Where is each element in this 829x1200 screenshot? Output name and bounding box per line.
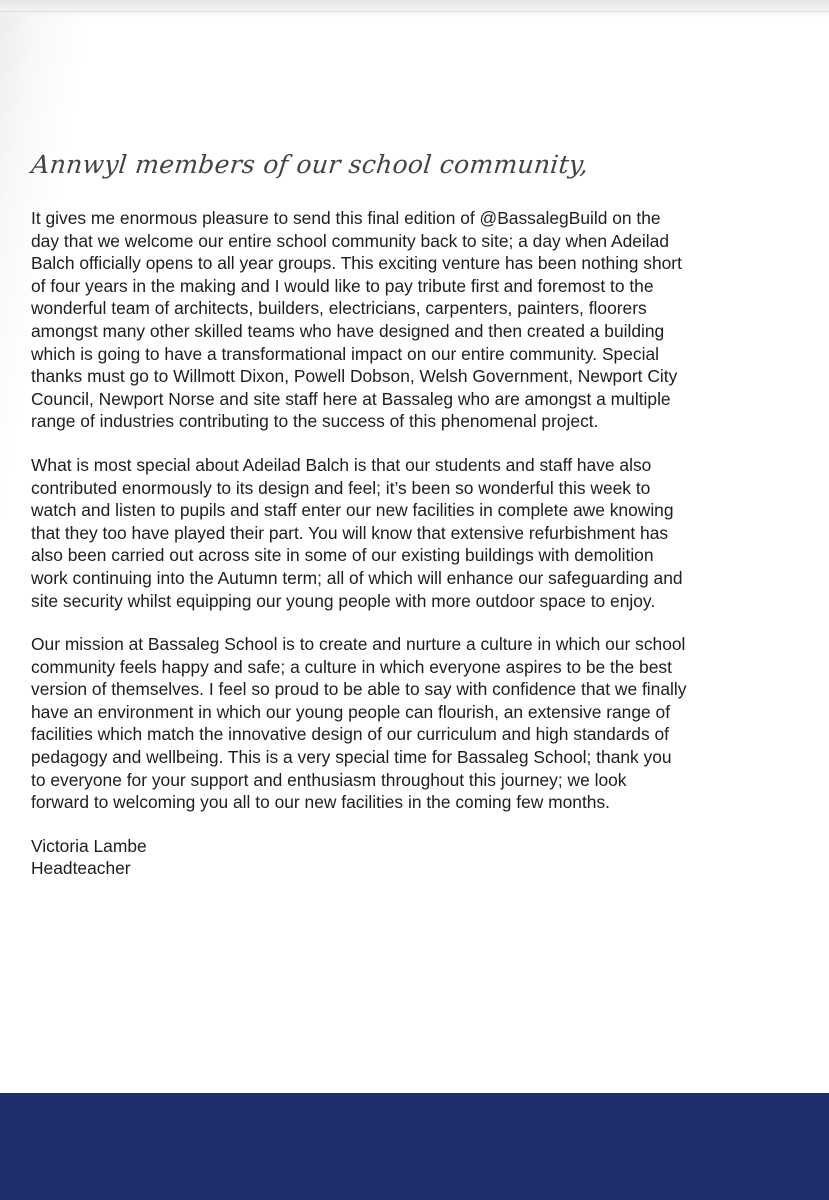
text-line: Council, Newport Norse and site staff here at Bassaleg who are amongst a multiple — [31, 388, 671, 409]
text-line: work continuing into the Autumn term; all of which will enhance our safeguarding and — [31, 567, 683, 588]
text-line: which is going to have a transformational impact on our entire community. Special — [31, 343, 659, 364]
text-line: version of themselves. I feel so proud to be able to say with confidence that we finally — [31, 679, 687, 700]
paragraph-1 — [31, 207, 791, 433]
text-line: contributed enormously to its design and feel; it’s been so wonderful this week to — [31, 477, 651, 498]
text-line: of four years in the making and I would like to pay tribute first and foremost to the — [31, 275, 654, 296]
text-line: to everyone for your support and enthusiasm throughout this journey; we look — [31, 769, 627, 790]
footer-band — [0, 1093, 829, 1200]
text-line: have an environment in which our young people can flourish, an extensive range of — [31, 701, 671, 722]
paragraph-3 — [31, 633, 791, 814]
signature-name: Victoria Lambe — [31, 835, 147, 856]
text-line: amongst many other skilled teams who have designed and then created a building — [31, 320, 665, 341]
signature-block — [31, 835, 791, 880]
text-line: range of industries contributing to the success of this phenomenal project. — [31, 411, 599, 432]
text-line: facilities which match the innovative design of our curriculum and high standards of — [31, 724, 669, 745]
text-line: thanks must go to Willmott Dixon, Powell Dobson, Welsh Government, Newport City — [31, 366, 678, 387]
signature-title: Headteacher — [31, 858, 131, 879]
paragraph-2 — [31, 454, 791, 612]
text-line: watch and listen to pupils and staff enter our new facilities in complete awe knowing — [31, 500, 674, 521]
text-line: What is most special about Adeilad Balch is that our students and staff have also — [31, 454, 652, 475]
text-line: wonderful team of architects, builders, electricians, carpenters, painters, floorers — [31, 298, 647, 319]
text-line: that they too have played their part. You will know that extensive refurbishment has — [31, 522, 669, 543]
letter-greeting: Annwyl members of our school community, — [30, 150, 590, 179]
text-line: site security whilst equipping our young people with more outdoor space to enjoy. — [31, 590, 656, 611]
text-line: forward to welcoming you all to our new facilities in the coming few months. — [31, 792, 610, 813]
text-line: day that we welcome our entire school community back to site; a day when Adeilad — [31, 230, 669, 251]
page-top-edge — [0, 0, 829, 18]
text-line: Balch officially opens to all year groups. This exciting venture has been nothing short — [31, 253, 682, 274]
letter-body — [31, 207, 791, 880]
text-line: Our mission at Bassaleg School is to create and nurture a culture in which our school — [31, 634, 686, 655]
text-line: also been carried out across site in some of our existing buildings with demolition — [31, 545, 654, 566]
text-line: It gives me enormous pleasure to send this final edition of @BassalegBuild on the — [31, 208, 661, 228]
text-line: community feels happy and safe; a culture in which everyone aspires to be the best — [31, 656, 672, 677]
text-line: pedagogy and wellbeing. This is a very special time for Bassaleg School; thank you — [31, 747, 672, 768]
